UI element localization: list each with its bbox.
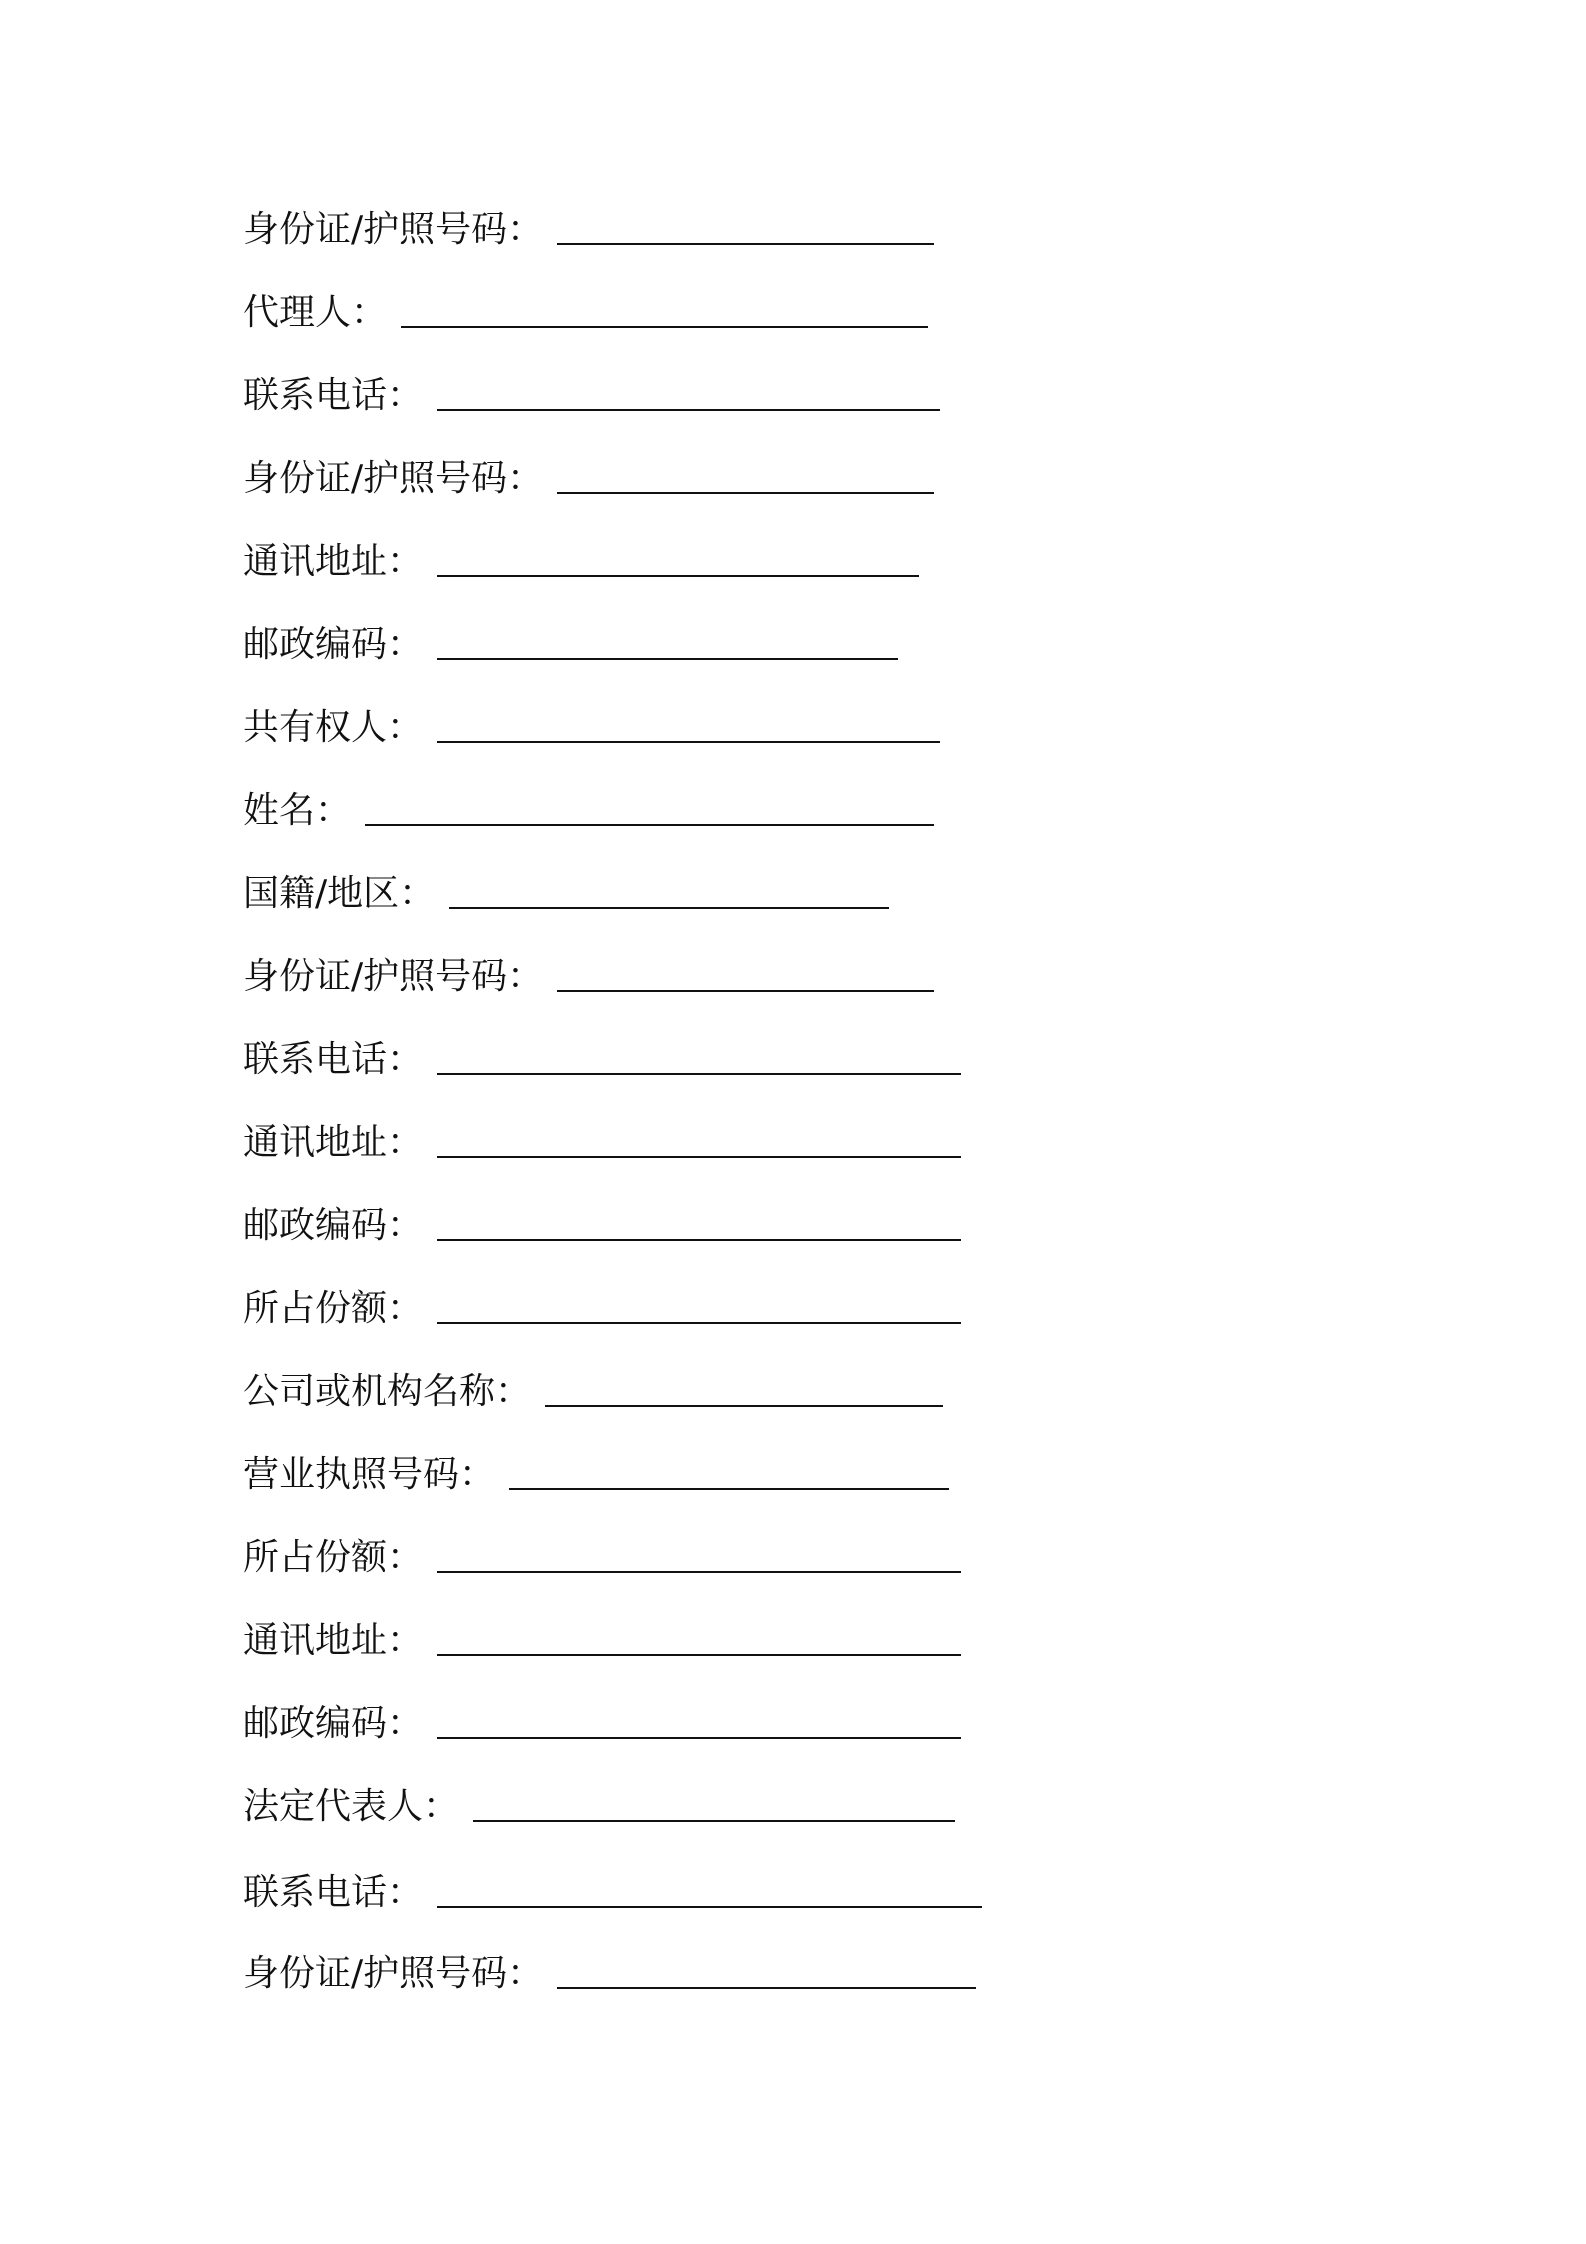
blank-line[interactable] [437,1239,961,1241]
field-phone-1 [243,374,940,418]
field-colon: ： [387,1703,424,1744]
field-colon: ： [399,873,436,914]
field-id-passport-1 [243,208,934,252]
field-colon: ： [387,541,424,582]
blank-line[interactable] [437,1737,961,1739]
field-id-passport-4 [243,1952,976,1996]
field-agent [243,291,928,335]
field-postcode-2 [243,1204,961,1248]
field-label: 通讯地址 [243,541,388,582]
blank-line[interactable] [557,1987,976,1989]
field-label: 邮政编码 [243,1703,388,1744]
blank-line[interactable] [437,1156,961,1158]
blank-line[interactable] [437,1571,961,1573]
field-label: 姓名 [243,790,316,831]
field-label: 联系电话 [243,375,388,416]
blank-line[interactable] [437,1906,982,1908]
blank-line[interactable] [437,658,898,660]
field-colon: ： [387,1872,424,1913]
field-id-passport-3 [243,955,934,999]
field-colon: ： [507,956,544,997]
blank-line[interactable] [557,990,934,992]
field-label: 共有权人 [243,707,388,748]
field-label: 营业执照号码 [243,1454,460,1495]
blank-line[interactable] [509,1488,949,1490]
blank-line[interactable] [437,1322,961,1324]
field-label: 通讯地址 [243,1620,388,1661]
field-label: 身份证/护照号码 [243,1953,508,1994]
blank-line[interactable] [437,1654,961,1656]
field-address-1 [243,540,919,584]
field-share-1 [243,1287,961,1331]
field-label: 身份证/护照号码 [243,458,508,499]
blank-line[interactable] [437,1073,961,1075]
blank-line[interactable] [449,907,889,909]
field-label: 邮政编码 [243,1205,388,1246]
blank-line[interactable] [437,575,919,577]
field-colon: ： [351,292,388,333]
field-label: 公司或机构名称 [243,1371,496,1412]
blank-line[interactable] [437,741,940,743]
field-address-2 [243,1121,961,1165]
blank-line[interactable] [437,409,940,411]
field-colon: ： [387,707,424,748]
field-legal-rep [243,1785,955,1829]
field-label: 法定代表人 [243,1786,424,1827]
field-colon: ： [459,1454,496,1495]
blank-line[interactable] [557,492,934,494]
field-label: 联系电话 [243,1872,388,1913]
field-colon: ： [423,1786,460,1827]
field-name [243,789,934,833]
field-label: 所占份额 [243,1288,388,1329]
field-phone-3 [243,1871,982,1915]
field-colon: ： [387,1122,424,1163]
field-label: 所占份额 [243,1537,388,1578]
field-label: 邮政编码 [243,624,388,665]
field-colon: ： [387,1288,424,1329]
field-phone-2 [243,1038,961,1082]
field-colon: ： [387,1205,424,1246]
blank-line[interactable] [401,326,928,328]
field-share-2 [243,1536,961,1580]
blank-line[interactable] [557,243,934,245]
field-postcode-1 [243,623,898,667]
field-label: 身份证/护照号码 [243,209,508,250]
field-colon: ： [387,1537,424,1578]
field-colon: ： [507,209,544,250]
field-label: 代理人 [243,292,352,333]
blank-line[interactable] [545,1405,943,1407]
field-address-3 [243,1619,961,1663]
field-colon: ： [387,1620,424,1661]
field-business-license [243,1453,949,1497]
field-label: 身份证/护照号码 [243,956,508,997]
field-id-passport-2 [243,457,934,501]
field-nationality [243,872,889,916]
blank-line[interactable] [473,1820,955,1822]
field-colon: ： [495,1371,532,1412]
field-co-owner [243,706,940,750]
field-colon: ： [507,458,544,499]
field-colon: ： [387,624,424,665]
field-colon: ： [507,1953,544,1994]
field-colon: ： [315,790,352,831]
field-label: 国籍/地区 [243,873,400,914]
field-colon: ： [387,375,424,416]
field-label: 联系电话 [243,1039,388,1080]
field-colon: ： [387,1039,424,1080]
field-company-name [243,1370,943,1414]
field-label: 通讯地址 [243,1122,388,1163]
blank-line[interactable] [365,824,934,826]
field-postcode-3 [243,1702,961,1746]
